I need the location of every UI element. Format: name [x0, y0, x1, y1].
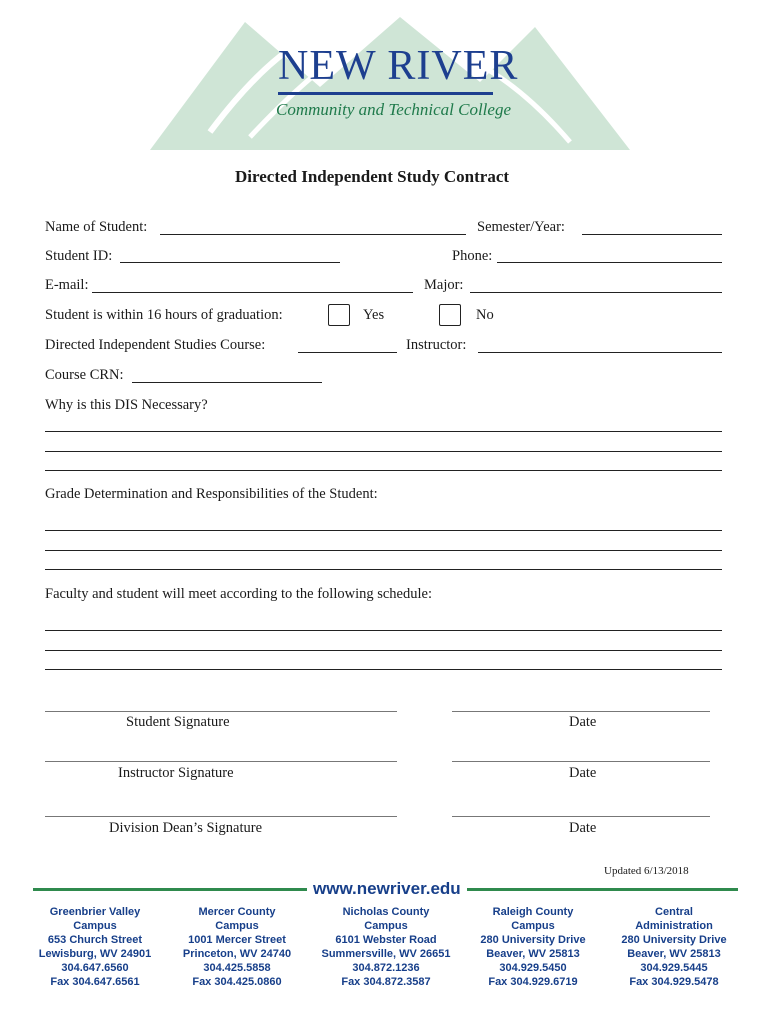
why-line-1[interactable] [45, 431, 722, 432]
student-signature-label: Student Signature [126, 714, 230, 730]
instructor-label: Instructor: [406, 337, 467, 353]
email-label: E-mail: [45, 277, 89, 293]
dean-date-label: Date [569, 820, 597, 836]
major-field[interactable] [470, 292, 722, 293]
updated-date: Updated 6/13/2018 [604, 865, 689, 877]
schedule-label: Faculty and student will meet according to the following schedule: [45, 586, 432, 602]
grade-line-1[interactable] [45, 530, 722, 531]
semester-field[interactable] [582, 234, 722, 235]
instructor-signature-label: Instructor Signature [118, 765, 234, 781]
name-field[interactable] [160, 234, 466, 235]
phone-field[interactable] [497, 262, 722, 263]
campus-mercer: Mercer County Campus 1001 Mercer Street Princeton, WV 24740 304.425.5858 Fax 304.425.0860 [182, 906, 292, 988]
student-id-label: Student ID: [45, 248, 113, 264]
semester-label: Semester/Year: [477, 219, 565, 235]
crn-field[interactable] [132, 382, 322, 383]
name-label: Name of Student: [45, 219, 148, 235]
instructor-date-label: Date [569, 765, 597, 781]
crn-label: Course CRN: [45, 367, 124, 383]
phone-label: Phone: [452, 248, 493, 264]
form-title: Directed Independent Study Contract [235, 167, 510, 186]
grade-line-3[interactable] [45, 569, 722, 570]
email-field[interactable] [92, 292, 413, 293]
no-checkbox[interactable] [439, 304, 461, 326]
grade-line-2[interactable] [45, 550, 722, 551]
why-line-3[interactable] [45, 470, 722, 471]
why-line-2[interactable] [45, 451, 722, 452]
instructor-signature-line[interactable] [45, 761, 397, 762]
graduation-label: Student is within 16 hours of graduation: [45, 307, 283, 323]
major-label: Major: [424, 277, 464, 293]
campus-greenbrier: Greenbrier Valley Campus 653 Church Street Lewisburg, WV 24901 304.647.6560 Fax 304.647.6561 [38, 906, 152, 988]
schedule-line-1[interactable] [45, 630, 722, 631]
college-name: NEW RIVER [278, 43, 519, 89]
student-id-field[interactable] [120, 262, 340, 263]
instructor-date-line[interactable] [452, 761, 710, 762]
college-logo [150, 12, 630, 150]
college-subtitle: Community and Technical College [276, 100, 511, 119]
schedule-line-2[interactable] [45, 650, 722, 651]
student-date-label: Date [569, 714, 597, 730]
campus-nicholas: Nicholas County Campus 6101 Webster Road Summersville, WV 26651 304.872.1236 Fax 304.872.3587 [321, 906, 451, 988]
no-label: No [476, 307, 494, 323]
dean-signature-label: Division Dean’s Signature [109, 820, 263, 836]
yes-checkbox[interactable] [328, 304, 350, 326]
schedule-line-3[interactable] [45, 669, 722, 670]
student-date-line[interactable] [452, 711, 710, 712]
dean-signature-line[interactable] [45, 816, 397, 817]
grade-label: Grade Determination and Responsibilities of the Student: [45, 486, 378, 502]
course-label: Directed Independent Studies Course: [45, 337, 266, 353]
student-signature-line[interactable] [45, 711, 397, 712]
dean-date-line[interactable] [452, 816, 710, 817]
campus-central: Central Administration 280 University Drive Beaver, WV 25813 304.929.5445 Fax 304.929.5478 [621, 906, 727, 988]
college-name-underline [278, 92, 493, 95]
footer-url[interactable]: www.newriver.edu [307, 879, 467, 899]
why-label: Why is this DIS Necessary? [45, 397, 208, 413]
instructor-field[interactable] [478, 352, 722, 353]
course-field[interactable] [298, 352, 397, 353]
yes-label: Yes [363, 307, 385, 323]
campus-raleigh: Raleigh County Campus 280 University Drive Beaver, WV 25813 304.929.5450 Fax 304.929.6719 [480, 906, 586, 988]
